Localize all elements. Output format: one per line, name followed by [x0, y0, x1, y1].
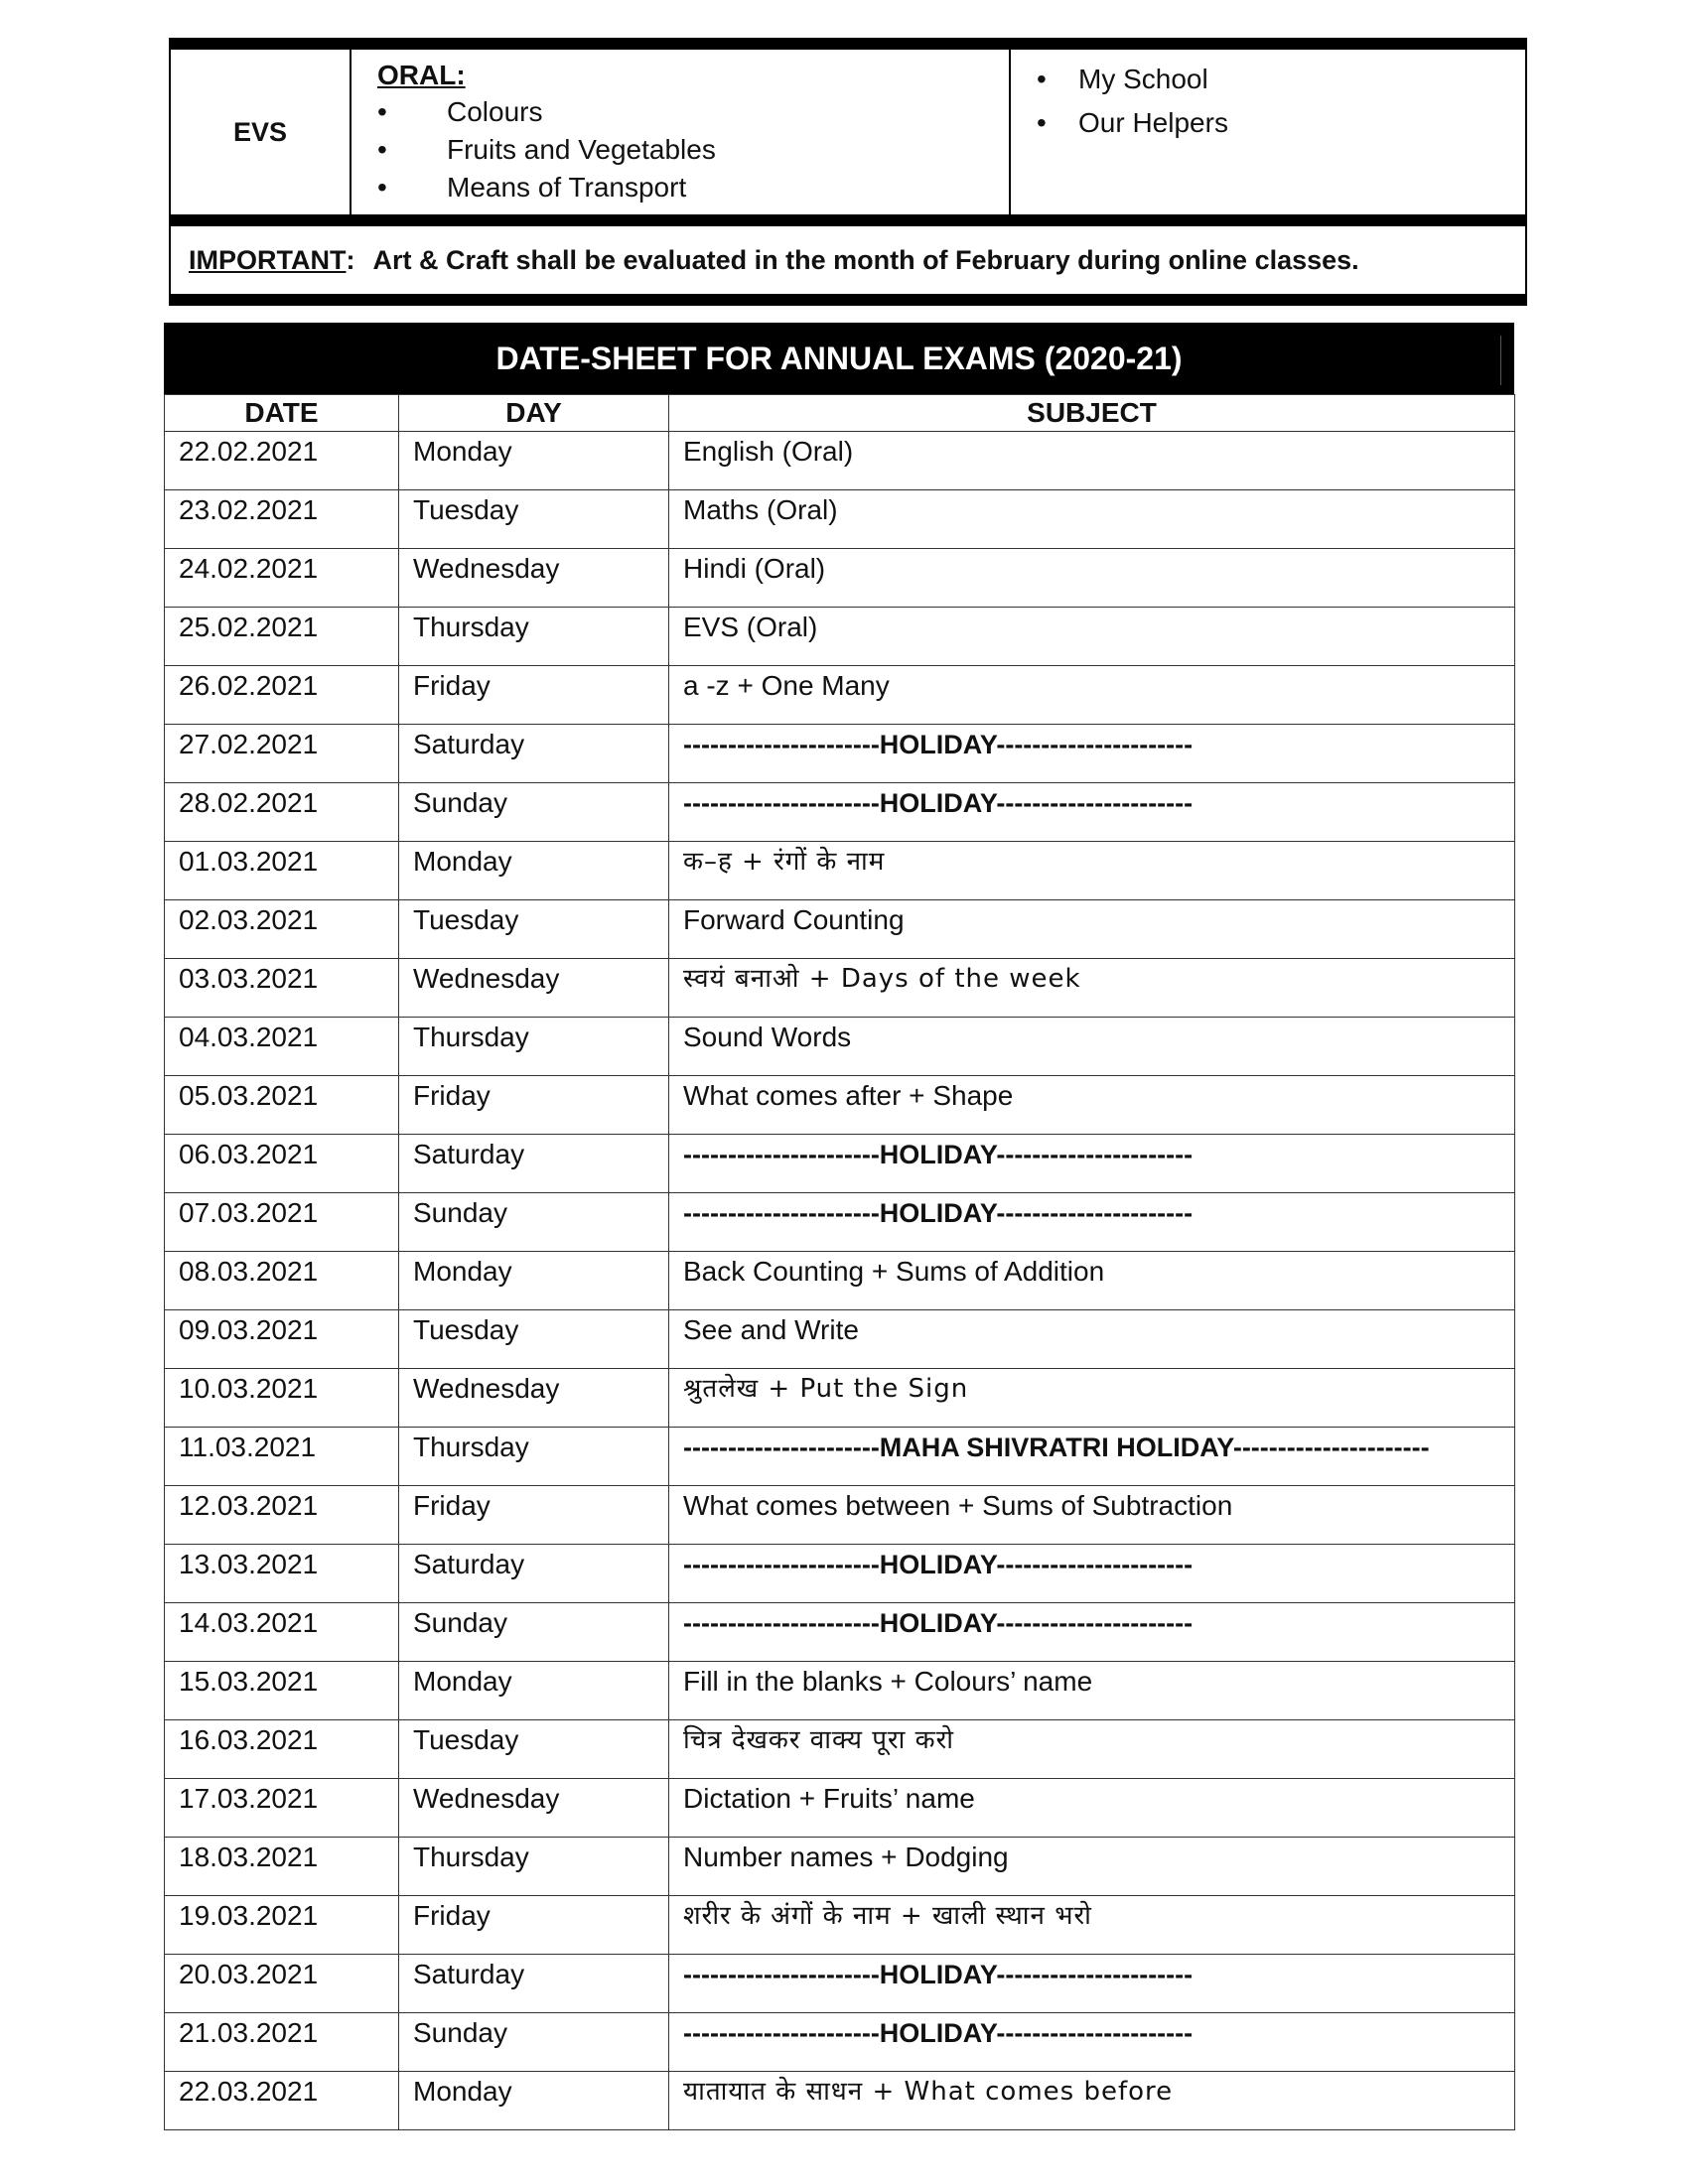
oral-topic-list — [377, 93, 1009, 206]
cell-date: 17.03.2021 — [165, 1779, 399, 1838]
cell-subject: EVS (Oral) — [669, 608, 1515, 666]
cell-day: Thursday — [399, 1428, 669, 1486]
cell-subject: What comes after + Shape — [669, 1076, 1515, 1135]
cell-day: Tuesday — [399, 1310, 669, 1369]
cell-date: 20.03.2021 — [165, 1955, 399, 2013]
cell-day: Monday — [399, 1662, 669, 1720]
cell-day: Sunday — [399, 783, 669, 842]
cell-date: 03.03.2021 — [165, 959, 399, 1018]
cell-subject: Fill in the blanks + Colours’ name — [669, 1662, 1515, 1720]
table-row — [165, 959, 1515, 1018]
cell-subject: Back Counting + Sums of Addition — [669, 1252, 1515, 1310]
important-colon: : — [346, 244, 355, 275]
cell-day: Tuesday — [399, 1720, 669, 1779]
cell-date: 08.03.2021 — [165, 1252, 399, 1310]
cell-date: 06.03.2021 — [165, 1135, 399, 1193]
cell-date: 10.03.2021 — [165, 1369, 399, 1428]
column-header-date: DATE — [165, 395, 399, 432]
cell-subject: ----------------------HOLIDAY---------------------- — [669, 783, 1515, 842]
table-header-row — [165, 395, 1515, 432]
cell-date: 27.02.2021 — [165, 725, 399, 783]
table-row — [165, 1252, 1515, 1310]
oral-topic: Fruits and Vegetables — [447, 134, 716, 165]
table-row — [165, 1779, 1515, 1838]
table-row — [165, 2013, 1515, 2072]
table-row — [165, 1896, 1515, 1955]
column-header-subject: SUBJECT — [669, 395, 1515, 432]
datesheet-table — [164, 394, 1515, 2130]
cell-subject: Sound Words — [669, 1018, 1515, 1076]
table-row — [165, 1603, 1515, 1662]
cell-day: Tuesday — [399, 490, 669, 549]
table-row — [165, 1545, 1515, 1603]
cell-day: Wednesday — [399, 959, 669, 1018]
cell-day: Thursday — [399, 1018, 669, 1076]
cell-subject: Forward Counting — [669, 900, 1515, 959]
table-row — [165, 1310, 1515, 1369]
cell-date: 23.02.2021 — [165, 490, 399, 549]
cell-day: Saturday — [399, 1545, 669, 1603]
table-row — [165, 666, 1515, 725]
cell-subject: ----------------------HOLIDAY---------------------- — [669, 725, 1515, 783]
cell-subject: क–ह + रंगों के नाम — [669, 842, 1515, 900]
table-row — [165, 608, 1515, 666]
cell-day: Saturday — [399, 725, 669, 783]
oral-topic: Colours — [447, 96, 543, 127]
list-item — [1037, 58, 1525, 101]
list-item — [1037, 101, 1525, 145]
cell-day: Friday — [399, 1076, 669, 1135]
cell-subject: See and Write — [669, 1310, 1515, 1369]
cell-subject: ----------------------HOLIDAY---------------------- — [669, 1955, 1515, 2013]
cell-subject: यातायात के साधन + What comes before — [669, 2072, 1515, 2130]
cell-date: 19.03.2021 — [165, 1896, 399, 1955]
cell-date: 13.03.2021 — [165, 1545, 399, 1603]
cell-day: Wednesday — [399, 1369, 669, 1428]
cell-date: 05.03.2021 — [165, 1076, 399, 1135]
bullet-icon: • — [1037, 64, 1047, 94]
cell-day: Monday — [399, 2072, 669, 2130]
cell-day: Wednesday — [399, 549, 669, 608]
table-row — [165, 1018, 1515, 1076]
cell-day: Saturday — [399, 1135, 669, 1193]
written-topic: My School — [1078, 64, 1208, 94]
table-row — [165, 1076, 1515, 1135]
cell-subject: ----------------------MAHA SHIVRATRI HOLIDAY---------------------- — [669, 1428, 1515, 1486]
cell-date: 18.03.2021 — [165, 1838, 399, 1896]
cell-date: 02.03.2021 — [165, 900, 399, 959]
cell-subject: Dictation + Fruits’ name — [669, 1779, 1515, 1838]
bullet-icon: • — [377, 172, 387, 203]
table-row — [165, 842, 1515, 900]
cell-subject: स्वयं बनाओ + Days of the week — [669, 959, 1515, 1018]
cell-day: Wednesday — [399, 1779, 669, 1838]
oral-topic: Means of Transport — [447, 172, 687, 203]
cell-day: Sunday — [399, 1603, 669, 1662]
important-text: Art & Craft shall be evaluated in the month of February during online classes. — [372, 244, 1359, 275]
table-row — [165, 1193, 1515, 1252]
cell-subject: ----------------------HOLIDAY---------------------- — [669, 1135, 1515, 1193]
list-item — [377, 93, 1009, 131]
cell-date: 25.02.2021 — [165, 608, 399, 666]
cell-subject: ----------------------HOLIDAY---------------------- — [669, 2013, 1515, 2072]
written-topic-list — [1037, 58, 1525, 145]
table-row — [165, 432, 1515, 490]
cell-date: 15.03.2021 — [165, 1662, 399, 1720]
cell-date: 22.02.2021 — [165, 432, 399, 490]
cell-day: Friday — [399, 666, 669, 725]
cell-day: Friday — [399, 1896, 669, 1955]
important-note — [171, 226, 1525, 294]
table-row — [165, 1135, 1515, 1193]
written-topic: Our Helpers — [1078, 107, 1228, 138]
table-row — [165, 725, 1515, 783]
datesheet-title: DATE-SHEET FOR ANNUAL EXAMS (2020-21) — [164, 323, 1514, 394]
cell-subject: श्रुतलेख + Put the Sign — [669, 1369, 1515, 1428]
table-row — [165, 1662, 1515, 1720]
cell-day: Thursday — [399, 608, 669, 666]
cell-subject: ----------------------HOLIDAY---------------------- — [669, 1193, 1515, 1252]
cell-day: Sunday — [399, 1193, 669, 1252]
oral-heading: ORAL: — [377, 60, 466, 90]
cell-date: 16.03.2021 — [165, 1720, 399, 1779]
cell-date: 26.02.2021 — [165, 666, 399, 725]
cell-day: Monday — [399, 842, 669, 900]
bullet-icon: • — [1037, 107, 1047, 138]
table-row — [165, 900, 1515, 959]
cell-subject: a -z + One Many — [669, 666, 1515, 725]
cell-date: 22.03.2021 — [165, 2072, 399, 2130]
table-row — [165, 1369, 1515, 1428]
bullet-icon: • — [377, 96, 387, 127]
evs-oral-cell — [352, 50, 1011, 214]
cell-day: Tuesday — [399, 900, 669, 959]
cell-date: 11.03.2021 — [165, 1428, 399, 1486]
cell-day: Sunday — [399, 2013, 669, 2072]
list-item — [377, 169, 1009, 206]
cell-subject: शरीर के अंगों के नाम + खाली स्थान भरो — [669, 1896, 1515, 1955]
cell-day: Saturday — [399, 1955, 669, 2013]
cell-day: Friday — [399, 1486, 669, 1545]
cell-date: 07.03.2021 — [165, 1193, 399, 1252]
table-row — [165, 1955, 1515, 2013]
evs-written-cell — [1013, 50, 1525, 214]
cell-date: 01.03.2021 — [165, 842, 399, 900]
syllabus-box — [169, 38, 1527, 306]
datesheet-body — [165, 432, 1515, 2130]
list-item — [377, 131, 1009, 169]
cell-date: 09.03.2021 — [165, 1310, 399, 1369]
cell-subject: ----------------------HOLIDAY---------------------- — [669, 1545, 1515, 1603]
table-row — [165, 549, 1515, 608]
cell-date: 21.03.2021 — [165, 2013, 399, 2072]
table-row — [165, 490, 1515, 549]
bullet-icon: • — [377, 134, 387, 165]
cell-date: 14.03.2021 — [165, 1603, 399, 1662]
table-row — [165, 1428, 1515, 1486]
cell-subject: चित्र देखकर वाक्य पूरा करो — [669, 1720, 1515, 1779]
table-row — [165, 1838, 1515, 1896]
evs-subject-label: EVS — [171, 50, 352, 214]
column-header-day: DAY — [399, 395, 669, 432]
table-row — [165, 783, 1515, 842]
cell-subject: Hindi (Oral) — [669, 549, 1515, 608]
datesheet — [164, 323, 1514, 2130]
cell-subject: Maths (Oral) — [669, 490, 1515, 549]
cell-date: 12.03.2021 — [165, 1486, 399, 1545]
cell-day: Thursday — [399, 1838, 669, 1896]
cell-subject: What comes between + Sums of Subtraction — [669, 1486, 1515, 1545]
cell-date: 04.03.2021 — [165, 1018, 399, 1076]
cell-subject: English (Oral) — [669, 432, 1515, 490]
important-label: IMPORTANT — [189, 244, 347, 275]
cell-day: Monday — [399, 432, 669, 490]
table-row — [165, 1486, 1515, 1545]
cell-subject: ----------------------HOLIDAY---------------------- — [669, 1603, 1515, 1662]
cell-subject: Number names + Dodging — [669, 1838, 1515, 1896]
table-row — [165, 1720, 1515, 1779]
cell-date: 24.02.2021 — [165, 549, 399, 608]
table-row — [165, 2072, 1515, 2130]
cell-day: Monday — [399, 1252, 669, 1310]
cell-date: 28.02.2021 — [165, 783, 399, 842]
evs-syllabus-row — [171, 50, 1525, 226]
